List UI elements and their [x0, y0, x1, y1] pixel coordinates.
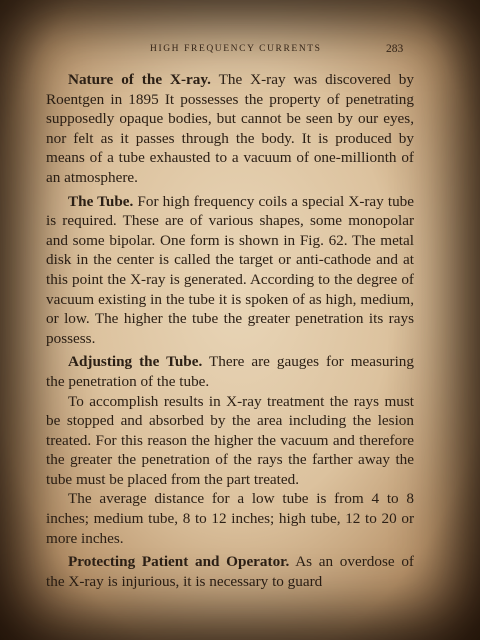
paragraph-text: For high frequency coils a special X-ray tube is required. These are of various shapes, some monopolar and some bipolar. One form is shown in Fig. 62. The metal disk in the center is called the target or anti-cathode and at this point the X-ray is generated. According to the degree of vacuum existing in the tube it is spoken of as high, medium, or low. The higher the tube the greater penetration its rays possess. — [46, 192, 415, 347]
running-head: HIGH FREQUENCY CURRENTS — [150, 44, 322, 54]
paragraph-the-tube — [46, 192, 414, 349]
section-heading: The Tube. — [68, 192, 134, 210]
paragraph-text: To accomplish results in X-ray treatment the rays must be stopped and absorbed by the area including the lesion treated. For this reason the higher the vacuum and therefore the greater the penetration of the rays the farther away the tube must be placed from the part treated. — [46, 392, 414, 488]
section-heading: Adjusting the Tube. — [68, 353, 203, 371]
paragraph-text: The average distance for a low tube is from 4 to 8 inches; medium tube, 8 to 12 inches; high tube, 12 to 20 or more inches. — [46, 490, 414, 547]
page-number: 283 — [386, 43, 404, 55]
paragraph-average-distance — [46, 489, 414, 548]
paragraph-protecting-patient — [46, 552, 414, 591]
section-heading: Nature of the X-ray. — [68, 71, 211, 88]
page-header — [0, 44, 480, 60]
paragraph-text: The X-ray was discovered by Roentgen in 1895 It possesses the property of penetrating supposedly opaque bodies, but cannot be seen by our eyes, nor felt as it passes through the body. It is produced by means of a tube exhausted to a vacuum of one-millionth of an atmosphere. — [46, 71, 414, 186]
page-body — [46, 70, 414, 591]
paragraph-nature-of-xray — [46, 70, 414, 188]
section-heading: Protecting Patient and Operator. — [68, 553, 290, 571]
paragraph-xray-treatment — [46, 392, 414, 490]
paragraph-text: As an overdose of the X-ray is injurious, it is necessary to guard — [46, 553, 414, 590]
paragraph-text: There are gauges for measuring the penetration of the tube. — [46, 353, 414, 390]
paragraph-adjusting-the-tube — [46, 352, 414, 391]
